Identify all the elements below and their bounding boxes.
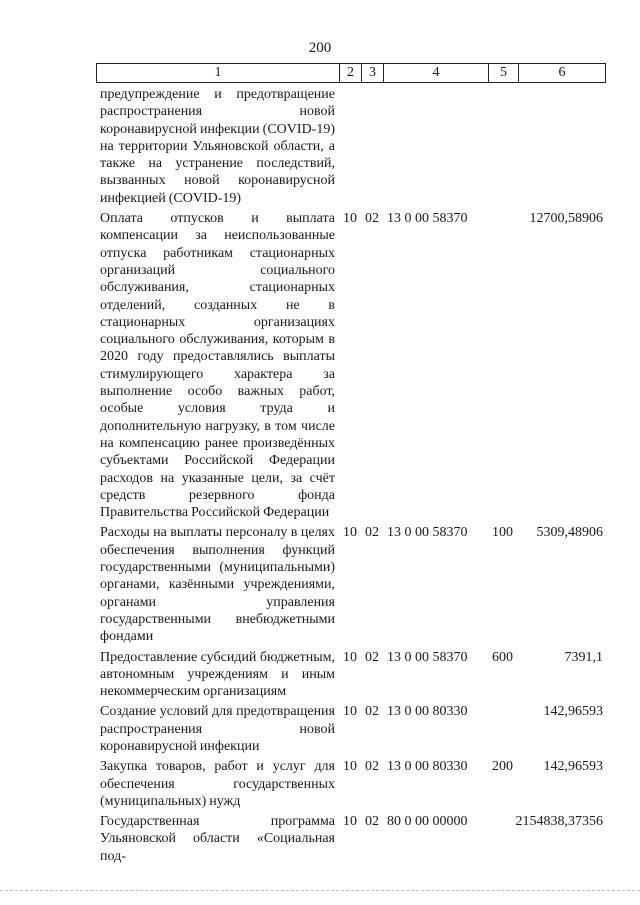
header-col-4: 4 xyxy=(383,64,488,82)
row-subsection: 02 xyxy=(365,649,379,665)
row-name: Оплата отпусков и выплата компенсации за неиспользованные отпуска работникам стационарных организаций социального обслуживания, стационарных отделений, созданных не в стационарных организациях социального обслуживания, которым в 2020 году предоставлялись выплаты стимулирующего характера за выполнение особо важных работ, особые условия труда и дополнительную нагрузку, в том числе на компенсацию ранее произведённых субъектами Российской Федерации расходов на указанные цели, за счёт средств резервного фонда Правительства Российской Федерации xyxy=(100,211,335,521)
table-row xyxy=(100,758,610,810)
row-subsection: 02 xyxy=(365,211,379,227)
row-sum: 142,96593 xyxy=(543,759,603,775)
table-row xyxy=(100,703,610,755)
table-row xyxy=(100,524,610,645)
row-name: Создание условий для предотвращения распространения новой коронавирусной инфекции xyxy=(100,704,335,754)
page-number: 200 xyxy=(308,40,332,56)
row-expense-type: 600 xyxy=(492,649,513,665)
header-col-2: 2 xyxy=(339,64,361,82)
row-target-code: 80 0 00 00000 xyxy=(387,814,468,830)
row-name: Расходы на выплаты персоналу в целях обеспечения выполнения функций государственными (муниципальными) органами, казёнными учреждениями, органами управления государственными внебюджетными фондами xyxy=(100,525,335,645)
table-row xyxy=(100,649,610,701)
row-name: Государственная программа Ульяновской области «Социальная под- xyxy=(100,814,335,864)
row-target-code: 13 0 00 80330 xyxy=(387,704,468,720)
row-section: 10 xyxy=(343,525,357,541)
scan-edge-line xyxy=(0,890,640,891)
table-row xyxy=(100,210,610,521)
table-row xyxy=(100,813,610,865)
table-body xyxy=(100,86,610,868)
row-section: 10 xyxy=(343,211,357,227)
table-row xyxy=(100,86,610,207)
header-col-1: 1 xyxy=(214,65,222,80)
row-section: 10 xyxy=(343,814,357,830)
row-name: Закупка товаров, работ и услуг для обеспечения государственных (муниципальных) нужд xyxy=(100,759,335,809)
row-sum: 7391,1 xyxy=(564,649,603,665)
row-expense-type: 200 xyxy=(492,759,513,775)
row-subsection: 02 xyxy=(365,759,379,775)
row-sum: 142,96593 xyxy=(543,704,603,720)
row-sum: 5309,48906 xyxy=(536,525,603,541)
row-sum: 2154838,37356 xyxy=(515,814,603,830)
row-section: 10 xyxy=(343,704,357,720)
row-expense-type: 100 xyxy=(492,525,513,541)
row-name: Предоставление субсидий бюджетным, автономным учреждениям и иным некоммерческим организациям xyxy=(100,649,335,700)
row-target-code: 13 0 00 58370 xyxy=(387,649,468,665)
header-col-5: 5 xyxy=(488,64,518,82)
row-name: предупреждение и предотвращение распространения новой коронавирусной инфекции (COVID-19) на территории Ульяновской области, а также на устранение последствий, вызванных новой коронавирусной инфекцией (COVID-19) xyxy=(100,87,335,206)
row-sum: 12700,58906 xyxy=(529,211,603,227)
row-subsection: 02 xyxy=(365,814,379,830)
row-subsection: 02 xyxy=(365,525,379,541)
table-header xyxy=(96,63,606,83)
row-section: 10 xyxy=(343,759,357,775)
row-section: 10 xyxy=(343,649,357,665)
header-col-6: 6 xyxy=(518,64,605,82)
header-col-3: 3 xyxy=(361,64,383,82)
row-target-code: 13 0 00 80330 xyxy=(387,759,468,775)
row-subsection: 02 xyxy=(365,704,379,720)
row-target-code: 13 0 00 58370 xyxy=(387,525,468,541)
row-target-code: 13 0 00 58370 xyxy=(387,211,468,227)
